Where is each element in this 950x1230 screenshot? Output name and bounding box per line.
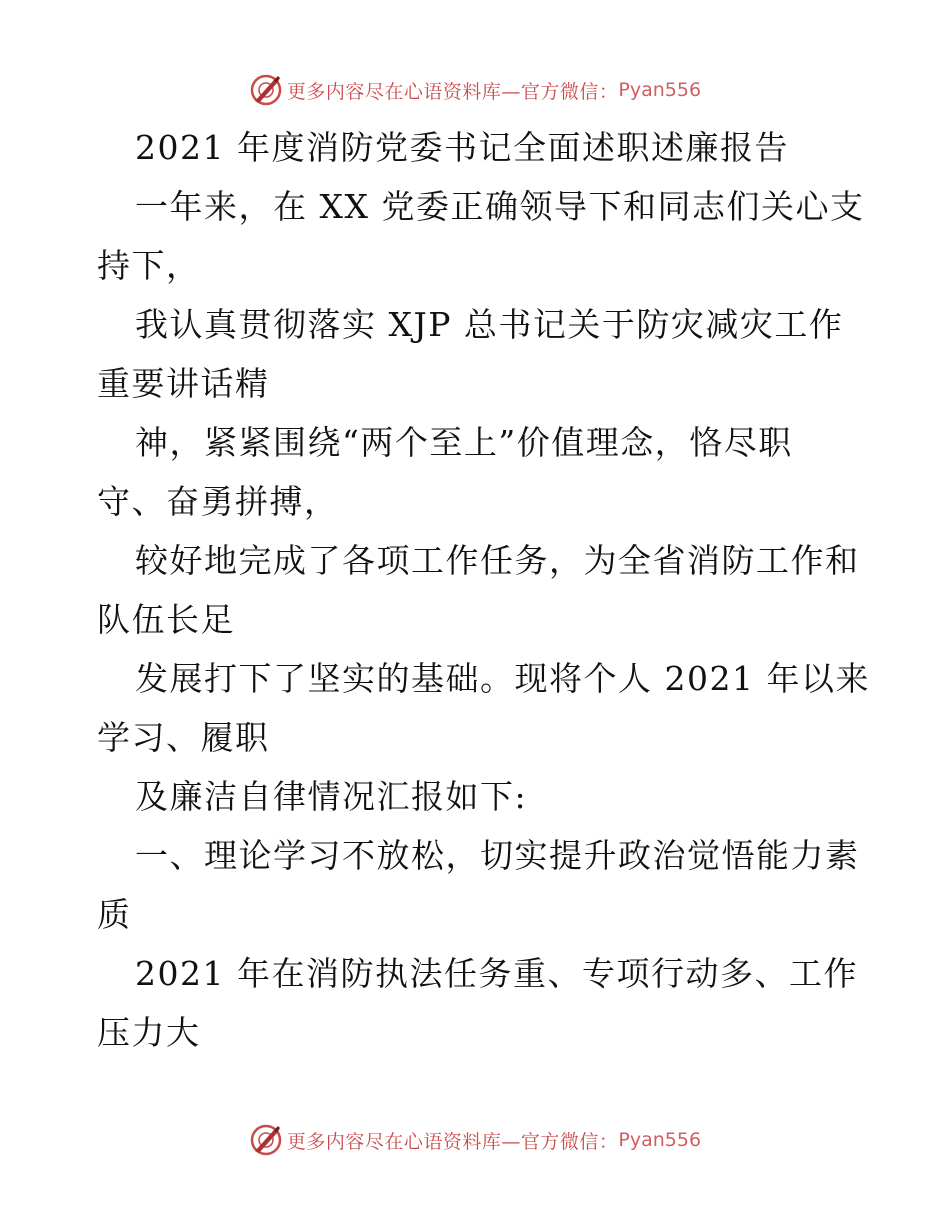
doc-line-text: 重要讲话精 [97, 364, 270, 403]
doc-line-text: 一年来，在 XX 党委正确领导下和同志们关心支 [135, 187, 865, 226]
doc-line [97, 590, 857, 649]
doc-line [97, 177, 865, 236]
header-watermark [0, 70, 950, 110]
doc-line [97, 413, 857, 472]
doc-line [97, 295, 857, 354]
watermark-text: 更多内容尽在心语资料库—官方微信： [286, 1130, 619, 1153]
doc-line [97, 885, 857, 944]
document-body [97, 118, 870, 1062]
doc-line [97, 826, 860, 885]
doc-line [97, 118, 857, 177]
doc-line [97, 649, 870, 708]
doc-line [97, 472, 857, 531]
doc-line-text: 及廉洁自律情况汇报如下: [135, 777, 528, 816]
doc-line-text: 我认真贯彻落实 XJP 总书记关于防灾减灾工作 [135, 305, 844, 344]
doc-line-text: 压力大 [97, 1013, 201, 1052]
doc-line-text: 一、理论学习不放松，切实提升政治觉悟能力素 [135, 836, 860, 875]
doc-line [97, 708, 857, 767]
footer-watermark [0, 1120, 950, 1160]
doc-line-text: 2021 年在消防执法任务重、专项行动多、工作 [135, 954, 858, 993]
doc-line [97, 531, 860, 590]
watermark-wechat-id: Pyan556 [618, 79, 702, 101]
doc-line-text: 质 [97, 895, 132, 934]
doc-line-text: 学习、履职 [97, 718, 270, 757]
brush-logo-icon [249, 73, 283, 107]
doc-line [97, 944, 857, 1003]
watermark-text: 更多内容尽在心语资料库—官方微信： [286, 80, 619, 103]
doc-line-text: 守、奋勇拼搏， [97, 482, 339, 521]
doc-line-text: 发展打下了坚实的基础。现将个人 2021 年以来 [135, 659, 870, 698]
doc-line [97, 354, 857, 413]
brush-logo-icon [249, 1123, 283, 1157]
doc-line [97, 236, 857, 295]
doc-line [97, 1003, 857, 1062]
doc-line [97, 767, 857, 826]
watermark-wechat-id: Pyan556 [618, 1129, 702, 1151]
doc-line-text: 神，紧紧围绕“两个至上”价值理念，恪尽职 [135, 423, 793, 462]
doc-line-text: 2021 年度消防党委书记全面述职述廉报告 [135, 128, 789, 167]
doc-line-text: 持下， [97, 246, 201, 285]
doc-line-text: 队伍长足 [97, 600, 235, 639]
doc-line-text: 较好地完成了各项工作任务，为全省消防工作和 [135, 541, 860, 580]
